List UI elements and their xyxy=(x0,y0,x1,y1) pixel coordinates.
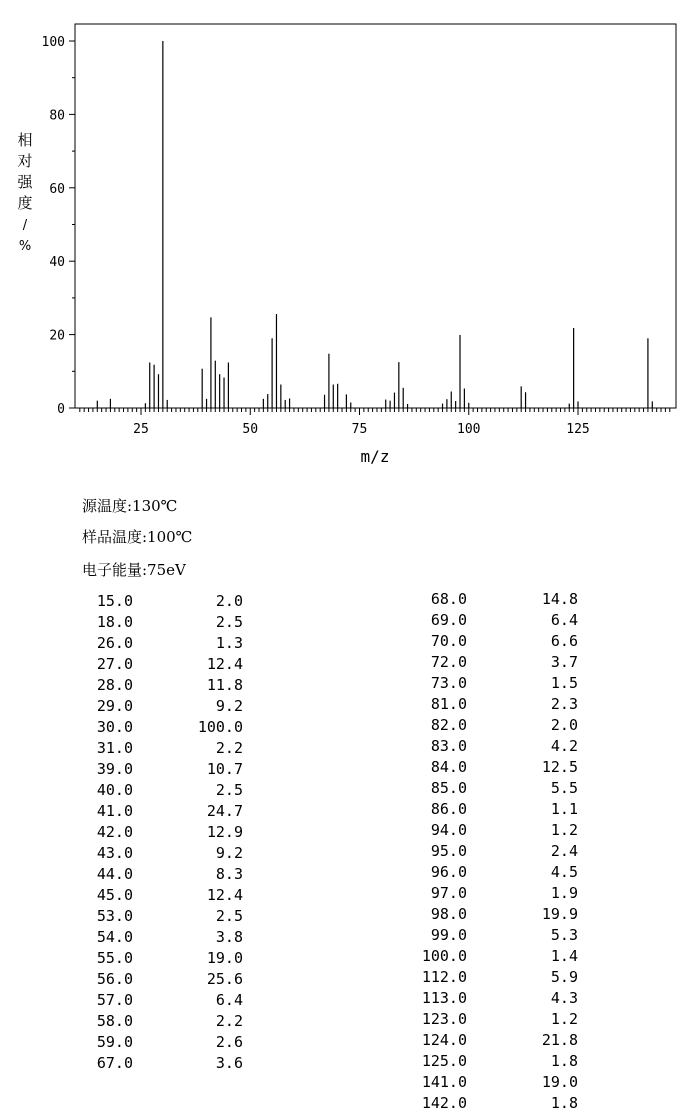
peak-row xyxy=(0,673,687,694)
peak-intensity: 12.4 xyxy=(206,655,243,673)
peak-intensity: 2.0 xyxy=(215,592,243,610)
peak-mz: 39.0 xyxy=(96,760,133,778)
peak-mz: 54.0 xyxy=(96,928,133,946)
peak-intensity: 6.6 xyxy=(550,632,578,650)
peak-mz: 84.0 xyxy=(430,758,467,776)
peak-intensity: 4.5 xyxy=(550,863,578,881)
peak-intensity: 14.8 xyxy=(541,590,578,608)
y-tick-label: 60 xyxy=(49,181,65,197)
y-axis-label: 相对强度/ % xyxy=(17,131,33,254)
peak-intensity: 1.9 xyxy=(550,884,578,902)
peak-mz: 55.0 xyxy=(96,949,133,967)
peak-intensity: 2.2 xyxy=(215,739,243,757)
peak-row xyxy=(0,1051,687,1072)
peak-intensity: 1.4 xyxy=(550,947,578,965)
peak-mz: 123.0 xyxy=(421,1010,467,1028)
peak-intensity: 3.7 xyxy=(550,653,578,671)
peak-intensity: 12.9 xyxy=(206,823,243,841)
peak-mz: 18.0 xyxy=(96,613,133,631)
peak-intensity: 12.5 xyxy=(541,758,578,776)
peak-row xyxy=(0,862,687,883)
peak-intensity: 2.0 xyxy=(550,716,578,734)
peak-intensity: 8.3 xyxy=(215,865,243,883)
peak-intensity: 2.3 xyxy=(550,695,578,713)
peak-mz: 43.0 xyxy=(96,844,133,862)
peak-row xyxy=(0,631,687,652)
peak-mz: 85.0 xyxy=(430,779,467,797)
peak-mz: 113.0 xyxy=(421,989,467,1007)
peak-mz: 83.0 xyxy=(430,737,467,755)
peak-intensity: 3.6 xyxy=(215,1054,243,1072)
peak-intensity: 21.8 xyxy=(541,1031,578,1049)
peak-row xyxy=(0,715,687,736)
peak-mz: 56.0 xyxy=(96,970,133,988)
peak-mz: 141.0 xyxy=(421,1073,467,1091)
y-tick-label: 20 xyxy=(49,328,65,344)
source-temperature: 源温度:130℃ xyxy=(82,497,178,515)
peak-intensity: 6.4 xyxy=(550,611,578,629)
y-tick-label: 100 xyxy=(41,35,65,50)
x-axis-label: m/z xyxy=(360,447,390,466)
peak-row xyxy=(0,778,687,799)
peak-intensity: 2.5 xyxy=(215,613,243,631)
peak-row xyxy=(0,694,687,715)
peak-mz: 58.0 xyxy=(96,1012,133,1030)
peak-mz: 40.0 xyxy=(96,781,133,799)
peak-mz: 30.0 xyxy=(96,718,133,736)
peak-mz: 29.0 xyxy=(96,697,133,715)
peak-intensity: 4.2 xyxy=(550,737,578,755)
peak-mz: 95.0 xyxy=(430,842,467,860)
x-tick-label: 100 xyxy=(457,422,481,437)
peak-row xyxy=(0,1030,687,1051)
peak-intensity: 5.3 xyxy=(550,926,578,944)
peak-intensity: 9.2 xyxy=(215,844,243,862)
peak-row xyxy=(0,736,687,757)
peak-mz: 94.0 xyxy=(430,821,467,839)
peak-intensity: 1.2 xyxy=(550,1010,578,1028)
peak-row xyxy=(0,883,687,904)
peak-intensity: 5.9 xyxy=(550,968,578,986)
peak-mz: 53.0 xyxy=(96,907,133,925)
peak-intensity: 12.4 xyxy=(206,886,243,904)
peak-mz: 45.0 xyxy=(96,886,133,904)
peak-mz: 81.0 xyxy=(430,695,467,713)
sample-temperature: 样品温度:100℃ xyxy=(82,528,193,546)
peak-intensity: 2.4 xyxy=(550,842,578,860)
peak-intensity: 2.2 xyxy=(215,1012,243,1030)
peak-mz: 26.0 xyxy=(96,634,133,652)
peak-mz: 57.0 xyxy=(96,991,133,1009)
peak-mz: 44.0 xyxy=(96,865,133,883)
peak-mz: 72.0 xyxy=(430,653,467,671)
peak-row xyxy=(0,967,687,988)
peak-intensity: 25.6 xyxy=(206,970,243,988)
peak-row xyxy=(0,820,687,841)
peak-row xyxy=(0,589,687,610)
electron-energy: 电子能量:75eV xyxy=(82,561,186,579)
peak-mz: 70.0 xyxy=(430,632,467,650)
peak-intensity: 2.5 xyxy=(215,781,243,799)
x-tick-label: 75 xyxy=(351,422,368,437)
peak-intensity: 1.1 xyxy=(550,800,578,818)
peak-mz: 15.0 xyxy=(96,592,133,610)
peak-mz: 42.0 xyxy=(96,823,133,841)
peak-mz: 98.0 xyxy=(430,905,467,923)
peak-mz: 69.0 xyxy=(430,611,467,629)
peak-table-right xyxy=(0,589,687,1114)
plot-frame xyxy=(75,24,676,408)
peak-mz: 41.0 xyxy=(96,802,133,820)
peak-intensity: 9.2 xyxy=(215,697,243,715)
peak-intensity: 4.3 xyxy=(550,989,578,1007)
peak-mz: 99.0 xyxy=(430,926,467,944)
peak-intensity: 19.9 xyxy=(541,905,578,923)
peak-row xyxy=(0,841,687,862)
y-tick-label: 0 xyxy=(57,402,65,417)
x-tick-label: 25 xyxy=(133,422,149,437)
peak-mz: 97.0 xyxy=(430,884,467,902)
peak-mz: 73.0 xyxy=(430,674,467,692)
peak-mz: 27.0 xyxy=(96,655,133,673)
peak-mz: 96.0 xyxy=(430,863,467,881)
peak-row xyxy=(0,610,687,631)
peak-row xyxy=(0,1093,687,1114)
peak-row xyxy=(0,652,687,673)
peak-intensity: 1.8 xyxy=(550,1052,578,1070)
peak-mz: 67.0 xyxy=(96,1054,133,1072)
x-tick-label: 50 xyxy=(242,422,259,437)
y-tick-label: 40 xyxy=(49,255,65,271)
mass-spectrum-chart xyxy=(0,0,687,470)
peak-intensity: 6.4 xyxy=(215,991,243,1009)
peak-mz: 142.0 xyxy=(421,1094,467,1112)
peak-row xyxy=(0,904,687,925)
peak-intensity: 19.0 xyxy=(206,949,243,967)
peak-intensity: 19.0 xyxy=(541,1073,578,1091)
peak-row xyxy=(0,946,687,967)
peak-mz: 100.0 xyxy=(421,947,467,965)
peak-mz: 124.0 xyxy=(421,1031,467,1049)
peak-intensity: 2.5 xyxy=(215,907,243,925)
peak-row xyxy=(0,988,687,1009)
x-tick-label: 125 xyxy=(566,422,590,437)
peak-intensity: 2.6 xyxy=(215,1033,243,1051)
peak-intensity: 1.8 xyxy=(550,1094,578,1112)
peak-mz: 86.0 xyxy=(430,800,467,818)
peak-mz: 112.0 xyxy=(421,968,467,986)
peak-intensity: 100.0 xyxy=(197,718,243,736)
peak-mz: 125.0 xyxy=(421,1052,467,1070)
peak-mz: 31.0 xyxy=(96,739,133,757)
peak-intensity: 1.5 xyxy=(550,674,578,692)
peak-intensity: 5.5 xyxy=(550,779,578,797)
peak-row xyxy=(0,799,687,820)
peak-intensity: 3.8 xyxy=(215,928,243,946)
peak-mz: 82.0 xyxy=(430,716,467,734)
peak-row xyxy=(0,1072,687,1093)
peak-mz: 28.0 xyxy=(96,676,133,694)
peak-intensity: 1.2 xyxy=(550,821,578,839)
peak-row xyxy=(0,1009,687,1030)
peak-mz: 59.0 xyxy=(96,1033,133,1051)
y-tick-label: 80 xyxy=(49,108,65,124)
peak-intensity: 10.7 xyxy=(206,760,243,778)
peak-row xyxy=(0,757,687,778)
peak-intensity: 24.7 xyxy=(206,802,243,820)
peak-mz: 68.0 xyxy=(430,590,467,608)
peak-intensity: 1.3 xyxy=(215,634,243,652)
peak-row xyxy=(0,925,687,946)
peak-intensity: 11.8 xyxy=(206,676,243,694)
